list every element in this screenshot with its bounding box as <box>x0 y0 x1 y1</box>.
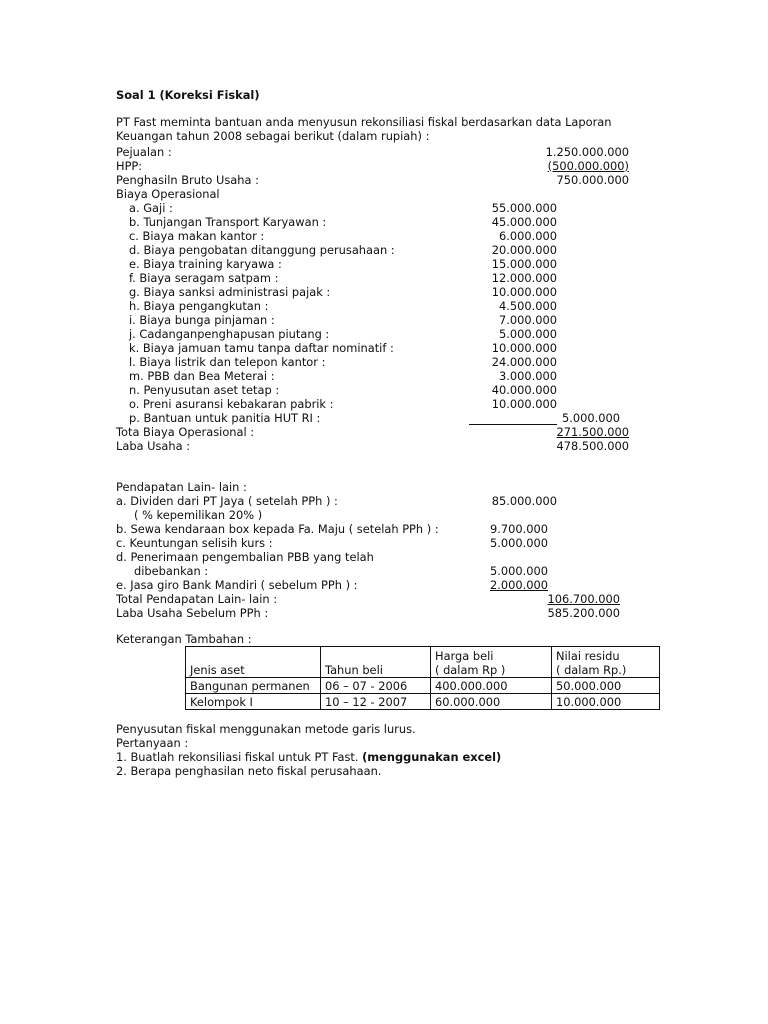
list-item: l. Biaya listrik dan telepon kantor : 24.000.000 <box>129 355 557 369</box>
row-total-biaya: Tota Biaya Operasional : 271.500.000 <box>116 425 629 439</box>
list-item: o. Preni asuransi kebakaran pabrik : 10.000.000 <box>129 397 557 411</box>
row-penjualan: Pejualan : 1.250.000.000 <box>116 145 629 159</box>
row-laba-sebelum-pph: Laba Usaha Sebelum PPh : 585.200.000 <box>116 606 620 620</box>
table-cell: 60.000.000 <box>431 694 552 710</box>
questions-heading: Pertanyaan : <box>116 736 189 750</box>
row-sewa: b. Sewa kendaraan box kepada Fa. Maju ( setelah PPh ) : 9.700.000 <box>116 522 548 536</box>
table-cell: Bangunan permanen <box>186 678 321 694</box>
table-cell: Kelompok I <box>186 694 321 710</box>
question-1: 1. Buatlah rekonsiliasi fiskal untuk PT Fast. (menggunakan excel) <box>116 750 502 764</box>
list-item: h. Biaya pengangkutan : 4.500.000 <box>129 299 557 313</box>
keterangan-heading: Keterangan Tambahan : <box>116 632 252 646</box>
list-item: b. Tunjangan Transport Karyawan : 45.000.000 <box>129 215 557 229</box>
row-hpp: HPP: (500.000.000) <box>116 159 629 173</box>
depreciation-note: Penyusutan fiskal menggunakan metode garis lurus. <box>116 722 416 736</box>
row-dividen: a. Dividen dari PT Jaya ( setelah PPh ) : 85.000.000 <box>116 494 557 508</box>
row-jasa-giro: e. Jasa giro Bank Mandiri ( sebelum PPh ) : 2.000.000 <box>116 578 548 592</box>
table-cell: 400.000.000 <box>431 678 552 694</box>
col-header: Harga beli ( dalam Rp ) <box>431 647 552 678</box>
list-item: m. PBB dan Bea Meterai : 3.000.000 <box>129 369 557 383</box>
value-penjualan: 1.250.000.000 <box>545 145 629 159</box>
table-row <box>186 694 660 710</box>
list-item: d. Biaya pengobatan ditanggung perusahaan : 20.000.000 <box>129 243 557 257</box>
list-item: f. Biaya seragam satpam : 12.000.000 <box>129 271 557 285</box>
page-title: Soal 1 (Koreksi Fiskal) <box>116 88 260 102</box>
biaya-heading: Biaya Operasional <box>116 187 220 201</box>
list-item: p. Bantuan untuk panitia HUT RI : 5.000.000 <box>129 411 620 425</box>
row-pbb-label: d. Penerimaan pengembalian PBB yang telah <box>116 550 374 564</box>
col-header: Nilai residu ( dalam Rp.) <box>552 647 660 678</box>
table-header-row <box>186 647 660 678</box>
row-kurs: c. Keuntungan selisih kurs : 5.000.000 <box>116 536 548 550</box>
list-item: k. Biaya jamuan tamu tanpa daftar nominatif : 10.000.000 <box>129 341 557 355</box>
dividen-note: ( % kepemilikan 20% ) <box>134 508 263 522</box>
value-hpp: (500.000.000) <box>547 159 629 173</box>
table-row <box>186 678 660 694</box>
asset-table <box>185 646 660 710</box>
table-cell: 50.000.000 <box>552 678 660 694</box>
list-item: c. Biaya makan kantor : 6.000.000 <box>129 229 557 243</box>
intro-paragraph: PT Fast meminta bantuan anda menyusun rekonsiliasi fiskal berdasarkan data Laporan Keuangan tahun 2008 sebagai berikut (dalam rupiah) : <box>116 115 612 143</box>
value-total-biaya: 271.500.000 <box>556 425 629 439</box>
table-cell: 06 – 07 - 2006 <box>321 678 431 694</box>
list-item: j. Cadanganpenghapusan piutang : 5.000.000 <box>129 327 557 341</box>
list-item: i. Biaya bunga pinjaman : 7.000.000 <box>129 313 557 327</box>
value-laba-sebelum-pph: 585.200.000 <box>547 606 620 620</box>
list-item: a. Gaji : 55.000.000 <box>129 201 557 215</box>
other-income-heading: Pendapatan Lain- lain : <box>116 480 247 494</box>
question-2: 2. Berapa penghasilan neto fiskal perusahaan. <box>116 764 382 778</box>
value-bruto: 750.000.000 <box>556 173 629 187</box>
col-header: Tahun beli <box>321 647 431 678</box>
value-total-lain: 106.700.000 <box>547 592 620 606</box>
list-item: g. Biaya sanksi administrasi pajak : 10.000.000 <box>129 285 557 299</box>
question-1-emphasis: (menggunakan excel) <box>362 750 502 764</box>
value-laba-usaha: 478.500.000 <box>556 439 629 453</box>
col-header: Jenis aset <box>186 647 321 678</box>
table-cell: 10 – 12 - 2007 <box>321 694 431 710</box>
table-cell: 10.000.000 <box>552 694 660 710</box>
row-bruto: Penghasiln Bruto Usaha : 750.000.000 <box>116 173 629 187</box>
row-pbb: dibebankan : 5.000.000 <box>134 564 548 578</box>
list-item: n. Penyusutan aset tetap : 40.000.000 <box>129 383 557 397</box>
row-laba-usaha: Laba Usaha : 478.500.000 <box>116 439 629 453</box>
list-item: e. Biaya training karyawa : 15.000.000 <box>129 257 557 271</box>
row-total-lain: Total Pendapatan Lain- lain : 106.700.000 <box>116 592 620 606</box>
